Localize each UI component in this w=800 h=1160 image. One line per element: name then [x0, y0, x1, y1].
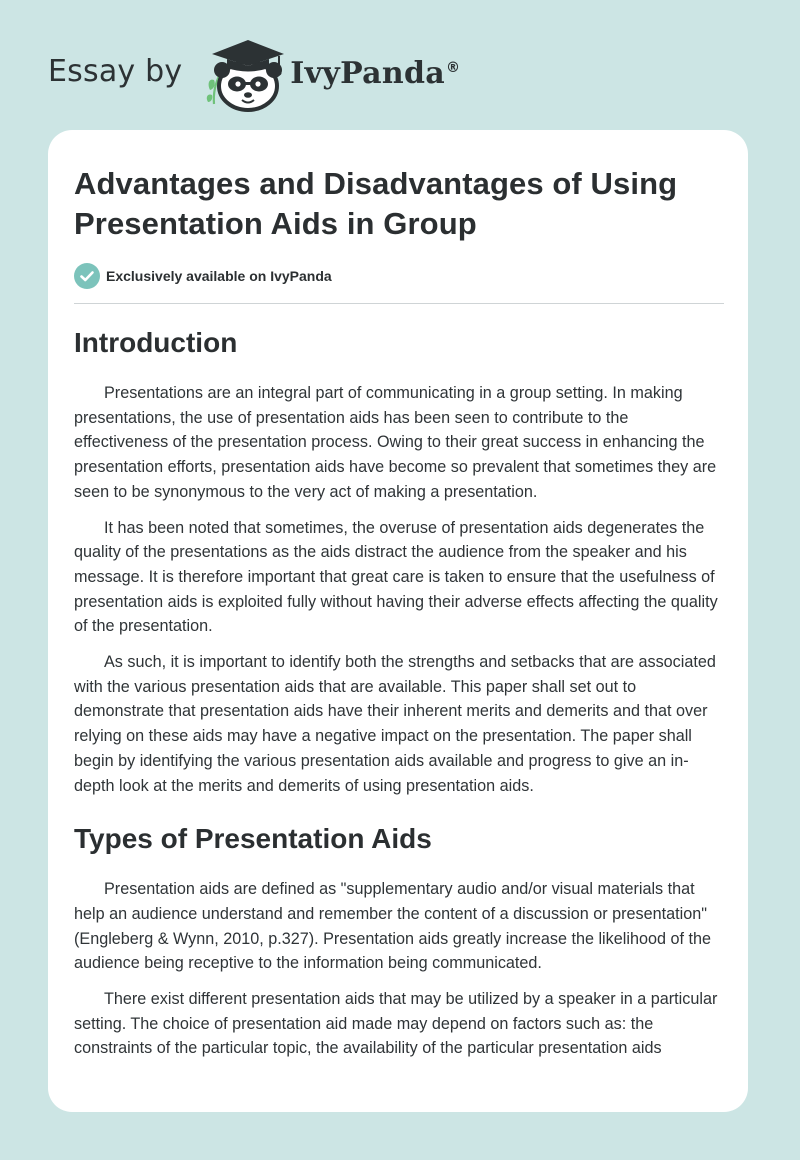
- registered-mark: ®: [446, 59, 461, 76]
- paragraph: It has been noted that sometimes, the overuse of presentation aids degenerates the quality of the presentations as the aids distract the audience from the speaker and his message. It is therefore important that great care is taken to ensure that the usefulness of presentation aids is exploited fully without having their adverse effects affecting the quality of the presentation.: [74, 518, 718, 636]
- panda-graduation-cap-icon: [200, 34, 286, 114]
- paragraph: Presentations are an integral part of communicating in a group setting. In making presentations, the use of presentation aids has been seen to contribute to the effectiveness of the presentation process. Owing to their great success in enhancing the presentation efforts, presentation aids have become so prevalent that sometimes they are seen to be synonymous to the very act of making a presentation.: [74, 384, 717, 501]
- site-header: [48, 34, 460, 114]
- essay-content: [74, 164, 724, 1061]
- essay-title: Advantages and Disadvantages of Using Presentation Aids in Group: [74, 166, 678, 241]
- paragraph: As such, it is important to identify both the strengths and setbacks that are associated with the various presentation aids that are available. This paper shall set out to demonstrate that presentation aids have their inherent merits and demerits and that over relying on these aids may have a negative impact on the presentation. The paper shall begin by identifying the various presentation aids available and progress to give an in-depth look at the merits and demerits of using presentation aids.: [74, 653, 716, 795]
- essay-card: [48, 130, 748, 1112]
- paragraph: Presentation aids are defined as "supplementary audio and/or visual materials that help an audience understand and remember the content of a discussion or presentation" (Engleberg & Wynn, 2010, p.327). Presentation aids greatly increase the likelihood of the audience being receptive to the information being communicated.: [74, 880, 711, 973]
- exclusive-availability-note: [74, 263, 724, 289]
- check-badge-icon: [74, 263, 100, 289]
- section-heading-types-of-presentation-aids: Types of Presentation Aids: [74, 823, 432, 855]
- exclusive-label: Exclusively available on IvyPanda: [106, 268, 332, 284]
- ivypanda-wordmark[interactable]: IvyPanda®: [290, 55, 461, 91]
- essay-by-label: Essay by: [48, 53, 183, 89]
- title-divider: [74, 303, 724, 304]
- paragraph: There exist different presentation aids that may be utilized by a speaker in a particular setting. The choice of presentation aid made may depend on factors such as: the constraints of the particular topic, the availability of the particular presentation aids: [74, 990, 718, 1058]
- section-heading-introduction: Introduction: [74, 327, 238, 358]
